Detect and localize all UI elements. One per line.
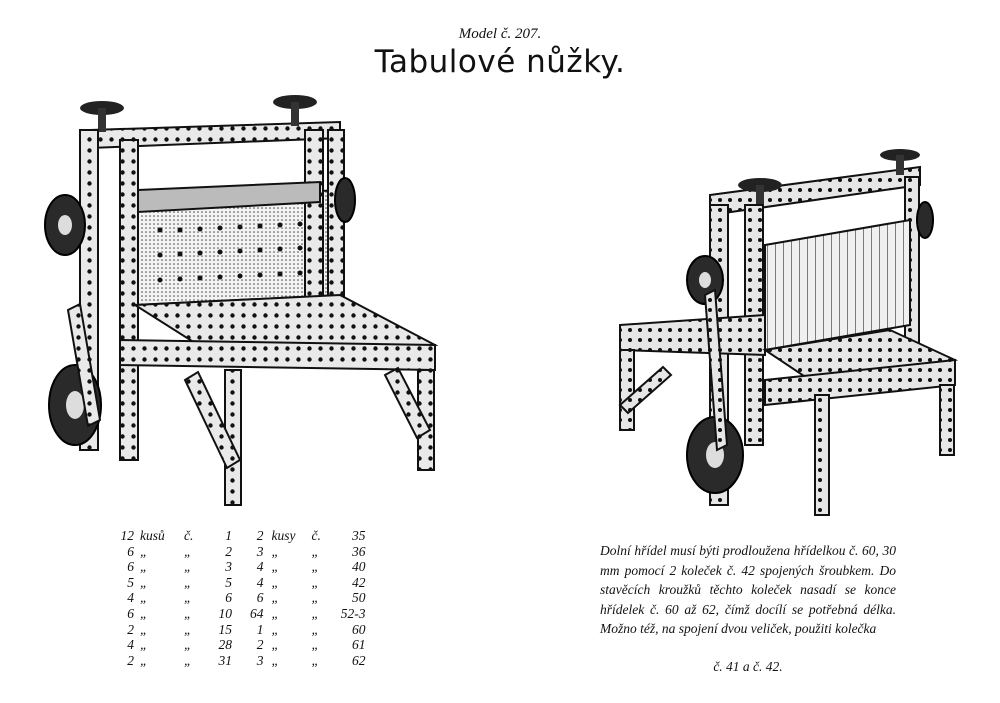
part-unit: „ bbox=[140, 605, 148, 621]
part-unit: kusů bbox=[140, 528, 165, 543]
part-unit: „ bbox=[271, 652, 280, 668]
part-number: 28 bbox=[218, 637, 232, 653]
part-quantity: 3 bbox=[256, 543, 264, 559]
parts-row bbox=[112, 575, 366, 591]
part-prefix: „ bbox=[311, 559, 320, 575]
part-number: 15 bbox=[218, 621, 232, 637]
part-unit: „ bbox=[140, 543, 148, 559]
part-unit: „ bbox=[140, 637, 148, 653]
part-unit: „ bbox=[271, 605, 280, 621]
parts-row bbox=[112, 528, 366, 544]
part-quantity: 2 bbox=[127, 621, 134, 637]
part-prefix: „ bbox=[184, 559, 192, 575]
part-unit: „ bbox=[140, 559, 148, 575]
part-number: 1 bbox=[225, 528, 232, 543]
part-number: 62 bbox=[352, 652, 366, 668]
part-quantity: 1 bbox=[256, 621, 264, 637]
part-unit: „ bbox=[271, 637, 280, 653]
part-quantity: 6 bbox=[256, 590, 264, 606]
part-unit: „ bbox=[271, 543, 280, 559]
part-number: 52-3 bbox=[340, 605, 366, 621]
parts-list bbox=[112, 528, 366, 668]
part-quantity: 2 bbox=[256, 637, 264, 653]
model-number: Model č. 207. bbox=[458, 26, 542, 42]
part-prefix: „ bbox=[184, 637, 192, 653]
model-illustration-rear bbox=[615, 145, 965, 525]
part-unit: „ bbox=[271, 621, 280, 637]
part-quantity: 5 bbox=[127, 574, 134, 590]
part-quantity: 4 bbox=[256, 574, 264, 590]
part-quantity: 6 bbox=[127, 559, 134, 575]
parts-row bbox=[112, 606, 366, 622]
part-prefix: „ bbox=[311, 590, 320, 606]
part-number: 40 bbox=[352, 559, 366, 575]
assembly-note-last-line: č. 41 a č. 42. bbox=[713, 659, 783, 674]
part-prefix: „ bbox=[311, 621, 320, 637]
part-prefix: „ bbox=[311, 637, 320, 653]
part-quantity: 6 bbox=[127, 543, 134, 559]
parts-row bbox=[112, 653, 366, 669]
parts-row bbox=[112, 544, 366, 560]
part-prefix: „ bbox=[184, 590, 192, 606]
part-quantity: 4 bbox=[127, 637, 134, 653]
parts-row bbox=[112, 590, 366, 606]
part-number: 6 bbox=[225, 590, 232, 606]
parts-row bbox=[112, 637, 366, 653]
part-unit: „ bbox=[140, 621, 148, 637]
part-prefix: „ bbox=[311, 605, 320, 621]
part-number: 60 bbox=[352, 621, 366, 637]
part-unit: „ bbox=[271, 574, 280, 590]
part-number: 3 bbox=[225, 559, 232, 575]
part-prefix: „ bbox=[184, 543, 192, 559]
part-quantity: 2 bbox=[256, 528, 264, 543]
model-illustration-front bbox=[40, 90, 450, 520]
part-unit: „ bbox=[140, 590, 148, 606]
part-prefix: „ bbox=[184, 605, 192, 621]
part-prefix: „ bbox=[184, 621, 192, 637]
parts-row bbox=[112, 559, 366, 575]
assembly-note: Dolní hřídel musí býti prodloužena hřídelkou č. 60, 30 mm pomocí 2 koleček č. 42 spojených šroubkem. Do stavěcích kroužků těchto koleček nasadí se konce hřídelek č. 60 až 62, čímž docílí se potřebná délka. Možno též, na spojení dvou veliček, použiti kolečka bbox=[600, 543, 896, 637]
part-number: 61 bbox=[352, 637, 366, 653]
part-quantity: 2 bbox=[127, 652, 134, 668]
part-prefix: č. bbox=[184, 528, 194, 543]
part-prefix: „ bbox=[184, 652, 192, 668]
part-prefix: č. bbox=[311, 528, 321, 543]
part-unit: kusy bbox=[271, 528, 296, 543]
part-prefix: „ bbox=[184, 574, 192, 590]
part-number: 36 bbox=[352, 543, 366, 559]
part-quantity: 3 bbox=[256, 652, 264, 668]
part-number: 5 bbox=[225, 574, 232, 590]
part-number: 10 bbox=[218, 605, 232, 621]
page-title: Tabulové nůžky. bbox=[374, 44, 626, 80]
part-quantity: 12 bbox=[120, 528, 134, 543]
part-quantity: 4 bbox=[127, 590, 134, 606]
part-quantity: 4 bbox=[256, 559, 264, 575]
part-quantity: 64 bbox=[250, 605, 264, 621]
part-unit: „ bbox=[271, 559, 280, 575]
part-number: 31 bbox=[218, 652, 232, 668]
part-unit: „ bbox=[140, 652, 148, 668]
parts-row bbox=[112, 622, 366, 638]
part-quantity: 6 bbox=[127, 605, 134, 621]
part-number: 2 bbox=[225, 543, 232, 559]
part-unit: „ bbox=[140, 574, 148, 590]
part-number: 50 bbox=[352, 590, 366, 606]
part-prefix: „ bbox=[311, 652, 320, 668]
part-prefix: „ bbox=[311, 543, 320, 559]
part-number: 35 bbox=[352, 528, 366, 543]
part-number: 42 bbox=[352, 574, 366, 590]
part-unit: „ bbox=[271, 590, 280, 606]
part-prefix: „ bbox=[311, 574, 320, 590]
